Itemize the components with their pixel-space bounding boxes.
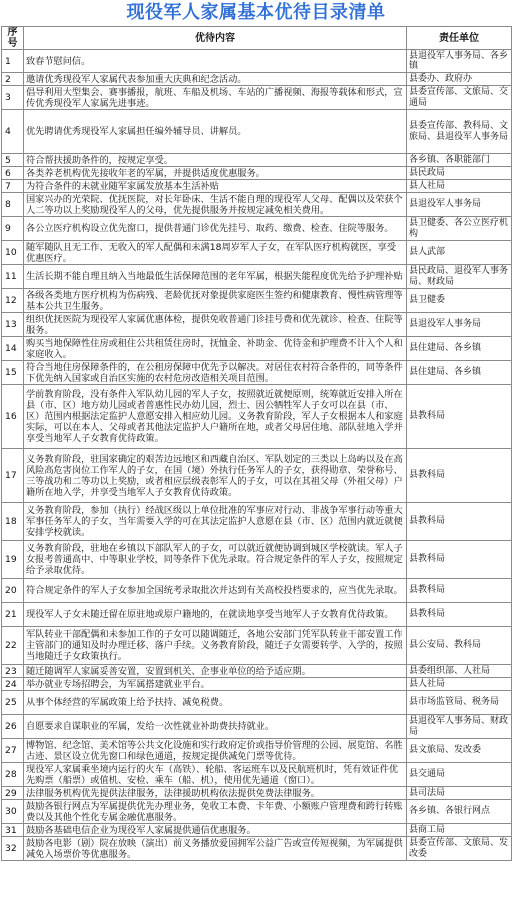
benefit-content: 法律服务机构优先提供法律服务，法律援助机构依法提供免费法律服务。 <box>24 787 407 800</box>
table-row <box>2 385 512 449</box>
header-content: 优待内容 <box>24 27 407 50</box>
benefit-content: 现役军人子女未随迁留在原驻地或原户籍地的，在就读地享受当地军人子女教育优待政策。 <box>24 603 407 627</box>
benefit-content: 优先聘请优秀现役军人家属担任编外辅导员、讲解员。 <box>24 110 407 154</box>
row-number: 31 <box>2 824 24 837</box>
table-row <box>2 154 512 167</box>
header-unit: 责任单位 <box>407 27 512 50</box>
row-number: 16 <box>2 385 24 449</box>
table-row <box>2 715 512 739</box>
row-number: 8 <box>2 193 24 217</box>
table-row <box>2 787 512 800</box>
row-number: 3 <box>2 86 24 110</box>
benefit-content: 各类养老机构优先接收年老的军属，并提供适度优惠服务。 <box>24 167 407 180</box>
row-number: 22 <box>2 627 24 665</box>
row-number: 6 <box>2 167 24 180</box>
benefit-content: 鼓励各电影（剧）院在放映（演出）前义务播放爱国拥军公益广告或宣传短视频，为军属提供减免入场票价等优惠服务。 <box>24 837 407 861</box>
row-number: 12 <box>2 289 24 313</box>
table-row <box>2 167 512 180</box>
benefit-content: 购买当地保障性住房或租住公共租赁住房时，抚恤金、补助金、优待金和护理费不计入个人和家庭收入。 <box>24 337 407 361</box>
row-number: 27 <box>2 739 24 763</box>
benefit-content: 符合帮扶援助条件的，按规定享受。 <box>24 154 407 167</box>
responsible-unit: 县商工局 <box>407 824 512 837</box>
responsible-unit: 县住建局、各乡镇 <box>407 361 512 385</box>
responsible-unit: 县司法局 <box>407 787 512 800</box>
row-number: 7 <box>2 180 24 193</box>
responsible-unit: 县卫健委 <box>407 289 512 313</box>
responsible-unit: 县交通局 <box>407 763 512 787</box>
row-number: 21 <box>2 603 24 627</box>
responsible-unit: 县教科局 <box>407 579 512 603</box>
table-row <box>2 180 512 193</box>
table-row <box>2 110 512 154</box>
row-number: 26 <box>2 715 24 739</box>
benefit-content: 为符合条件的未就业随军家属发放基本生活补贴 <box>24 180 407 193</box>
table-row <box>2 50 512 73</box>
benefit-content: 鼓励各基础电信企业为现役军人家属提供通信优惠服务。 <box>24 824 407 837</box>
responsible-unit: 县人社局 <box>407 678 512 691</box>
responsible-unit: 县委宣传部、文旅局、交通局 <box>407 86 512 110</box>
row-number: 30 <box>2 800 24 824</box>
benefit-content: 军队转业干部配偶和未参加工作的子女可以随调随迁，各地公安部门凭军队转业干部安置工作主管部门的通知及时办理迁移、落户手续。义务教育阶段，随迁子女需要转学、入学的，按照当地随迁子女政策执行。 <box>24 627 407 665</box>
benefit-content: 现役军人家属乘坐境内运行的火车（高铁）、轮船、客运班车以及民航班机时，凭有效证件优先购票（船票）或值机、安检、乘车（船、机），使用优先通道（窗口）。 <box>24 763 407 787</box>
table-row <box>2 86 512 110</box>
benefit-content: 博物馆、纪念馆、美术馆等公共文化设施和实行政府定价或指导价管理的公园、展览馆、名胜古迹、景区设立优先窗口和绿色通道，按规定提供减免门票等优待。 <box>24 739 407 763</box>
responsible-unit: 县民政局 <box>407 167 512 180</box>
row-number: 13 <box>2 313 24 337</box>
benefit-content: 符合当地住房保障条件的，在公租房保障中优先予以解决。对居住农村符合条件的，同等条件下优先纳入国家或自治区实施的农村危房改造相关项目范围。 <box>24 361 407 385</box>
table-row <box>2 217 512 241</box>
table-row <box>2 603 512 627</box>
table-row <box>2 579 512 603</box>
row-number: 5 <box>2 154 24 167</box>
benefit-content: 鼓励各银行网点为军属提供优先办理业务，免收工本费、卡年费、小额账户管理费和跨行转账费以及其他个性化专属金融优惠服务。 <box>24 800 407 824</box>
responsible-unit: 县文旅局、发改委 <box>407 739 512 763</box>
benefit-content: 致春节慰问信。 <box>24 50 407 73</box>
table-row <box>2 361 512 385</box>
benefit-content: 国家兴办的光荣院、优抚医院，对长年卧床、生活不能自理的现役军人父母、配偶以及荣获个人二等功以上奖励现役军人的父母，优先提供服务并按规定减免相关费用。 <box>24 193 407 217</box>
table-row <box>2 289 512 313</box>
table-row <box>2 193 512 217</box>
table-row <box>2 691 512 715</box>
row-number: 15 <box>2 361 24 385</box>
table-row <box>2 627 512 665</box>
responsible-unit: 县教科局 <box>407 603 512 627</box>
responsible-unit: 县委办、政府办 <box>407 73 512 86</box>
benefit-content: 邀请优秀现役军人家属代表参加重大庆典和纪念活动。 <box>24 73 407 86</box>
benefit-content: 生活长期不能自理且纳入当地最低生活保障范围的老年军属，根据失能程度优先给予护理补贴 <box>24 265 407 289</box>
row-number: 32 <box>2 837 24 861</box>
table-row <box>2 265 512 289</box>
responsible-unit: 县民政局、退役军人事务局、财政局 <box>407 265 512 289</box>
responsible-unit: 县人武部 <box>407 241 512 265</box>
responsible-unit: 县教科局 <box>407 503 512 541</box>
table-row <box>2 665 512 678</box>
table-row <box>2 800 512 824</box>
responsible-unit: 县教科局 <box>407 385 512 449</box>
responsible-unit: 县委组织部、人社局 <box>407 665 512 678</box>
responsible-unit: 县人社局 <box>407 180 512 193</box>
row-number: 17 <box>2 449 24 503</box>
benefit-content: 倡导利用大型集会、赛事播报，航班、车船及机场、车站的广播视频、海报等载体和形式，宣传优秀现役军人家属先进事迹。 <box>24 86 407 110</box>
benefit-content: 自愿要求自谋职业的军属，发给一次性就业补助费扶持就业。 <box>24 715 407 739</box>
row-number: 19 <box>2 541 24 579</box>
table-row <box>2 313 512 337</box>
benefit-content: 各级各类地方医疗机构为伤病残、老龄优抚对象提供家庭医生签约和健康教育、慢性病管理等基本公共卫生服务。 <box>24 289 407 313</box>
benefit-content: 义务教育阶段，驻地在乡镇以下部队军人的子女，可以就近就便协调到城区学校就读。军人子女报考普通高中、中等职业学校，同等条件下优先录取。符合规定条件的军人子女，按照规定给予录取优待。 <box>24 541 407 579</box>
table-row <box>2 241 512 265</box>
table-row <box>2 824 512 837</box>
row-number: 23 <box>2 665 24 678</box>
responsible-unit: 县退役军人事务局、财政局 <box>407 715 512 739</box>
row-number: 28 <box>2 763 24 787</box>
benefit-content: 义务教育阶段，驻国家确定的艰苦边远地区和西藏自治区、军队划定的三类以上岛屿以及在高风险高危害岗位工作军人的子女，在国（境）外执行任务军人的子女，获得勋章、荣誉称号、三等战功和二等功以上奖励，或者相应层级表彰军人的子女，可以在其祖父母（外祖父母）户籍所在地入学，并享受当地军人子女教育优待政策。 <box>24 449 407 503</box>
benefit-content: 随军随队且无工作、无收入的军人配偶和未满18周岁军人子女，在军队医疗机构就医，享受优惠医疗。 <box>24 241 407 265</box>
row-number: 20 <box>2 579 24 603</box>
responsible-unit: 各乡镇、各银行网点 <box>407 800 512 824</box>
responsible-unit: 县退役军人事务局 <box>407 193 512 217</box>
row-number: 4 <box>2 110 24 154</box>
benefit-content: 从事个体经营的军属政策上给予扶持、减免税费。 <box>24 691 407 715</box>
row-number: 9 <box>2 217 24 241</box>
responsible-unit: 各乡镇、各职能部门 <box>407 154 512 167</box>
table-row <box>2 449 512 503</box>
document-title: 现役军人家属基本优待目录清单 <box>126 2 386 23</box>
responsible-unit: 县退役军人事务局、各乡镇 <box>407 50 512 73</box>
benefit-content: 组织优抚医院为现役军人家属优惠体检，提供免收普通门诊挂号费和优先就诊、检查、住院等服务。 <box>24 313 407 337</box>
responsible-unit: 县公安局、教科局 <box>407 627 512 665</box>
row-number: 2 <box>2 73 24 86</box>
table-row <box>2 763 512 787</box>
row-number: 18 <box>2 503 24 541</box>
responsible-unit: 县委宣传部、文旅局、发改委 <box>407 837 512 861</box>
table-row <box>2 678 512 691</box>
responsible-unit: 县市场监管局、税务局 <box>407 691 512 715</box>
row-number: 25 <box>2 691 24 715</box>
table-row <box>2 503 512 541</box>
row-number: 29 <box>2 787 24 800</box>
benefit-content: 举办就业专场招聘会，为军属搭建就业平台。 <box>24 678 407 691</box>
benefits-table <box>1 26 512 861</box>
responsible-unit: 县教科局 <box>407 541 512 579</box>
table-row <box>2 337 512 361</box>
responsible-unit: 县教科局 <box>407 449 512 503</box>
table-header <box>2 27 512 50</box>
row-number: 24 <box>2 678 24 691</box>
benefit-content: 随迁随调军人家属妥善安置，安置到机关、企事业单位的给予适应期。 <box>24 665 407 678</box>
responsible-unit: 县住建局、各乡镇 <box>407 337 512 361</box>
table-row <box>2 541 512 579</box>
header-row <box>2 27 512 50</box>
benefit-content: 各公立医疗机构设立优先窗口，提供普通门诊优先挂号、取药、缴费、检查、住院等服务。 <box>24 217 407 241</box>
row-number: 10 <box>2 241 24 265</box>
row-number: 14 <box>2 337 24 361</box>
responsible-unit: 县退役军人事务局 <box>407 313 512 337</box>
table-row <box>2 73 512 86</box>
row-number: 11 <box>2 265 24 289</box>
table-row <box>2 739 512 763</box>
responsible-unit: 县卫健委、各公立医疗机构 <box>407 217 512 241</box>
benefit-content: 符合规定条件的军人子女参加全国统考录取批次并达到有关高校投档要求的，应当优先录取。 <box>24 579 407 603</box>
benefit-content: 义务教育阶段，参加（执行）经战区级以上单位批准的军事应对行动、非战争军事行动等重大军事任务军人的子女，当年需要入学的可在其法定监护人意愿在县（市、区）范围内就近就便安排学校就读。 <box>24 503 407 541</box>
table-body <box>2 50 512 861</box>
responsible-unit: 县委宣传部、教科局、文旅局、县退役军人事务局 <box>407 110 512 154</box>
header-no: 序号 <box>2 27 24 50</box>
benefit-content: 学前教育阶段，没有条件入军队幼儿园的军人子女，按照就近就便原则，统筹就近安排入所在县（市、区）地方幼儿园或者普惠性民办幼儿园，烈士、因公牺牲军人子女可以在县（市、区）范围内根据法定监护人意愿安排入相应幼儿园。义务教育阶段，军人子女根据本人和家庭实际，可以在本人、父母或者其他法定监护人户籍所在地，或者父母居住地、部队驻地入学并享受当地军人子女教育优待政策。 <box>24 385 407 449</box>
table-row <box>2 837 512 861</box>
row-number: 1 <box>2 50 24 73</box>
